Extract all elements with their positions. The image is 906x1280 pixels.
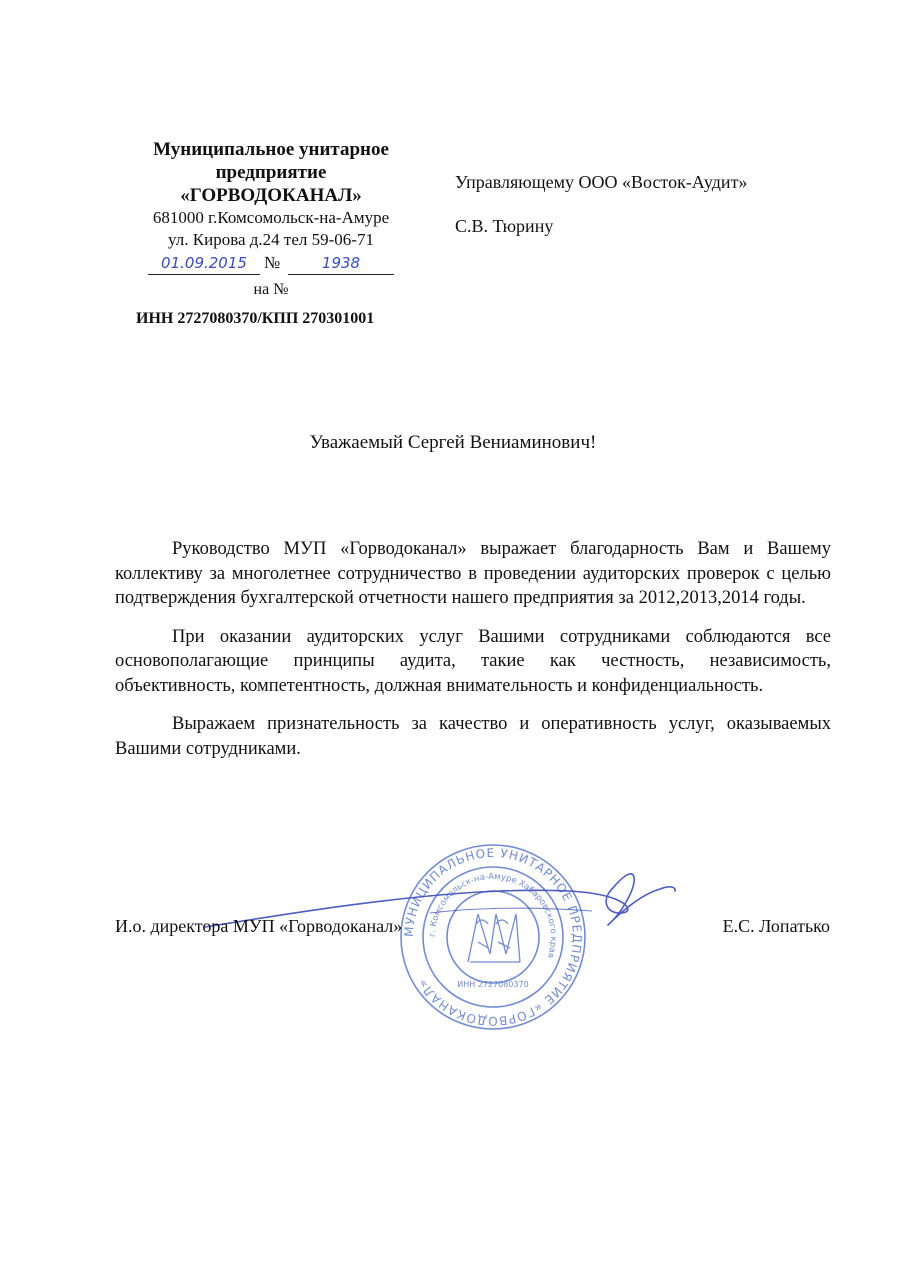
outgoing-doc-date: 01.09.2015 bbox=[148, 252, 260, 275]
sender-org-line2: предприятие bbox=[215, 162, 327, 183]
recipient-block bbox=[455, 160, 747, 248]
outgoing-doc-number: 1938 bbox=[288, 252, 394, 275]
body-paragraph: При оказании аудиторских услуг Вашими сотрудниками соблюдаются все основополагающие принципы аудита, такие как честность, независимость, объективность, компетентность, должная внимательность и конфиденциальность. bbox=[115, 626, 831, 696]
in-reply-label: на № bbox=[253, 281, 289, 298]
sender-address-street: ул. Кирова д.24 тел 59-06-71 bbox=[168, 230, 374, 249]
sender-address-city: 681000 г.Комсомольск-на-Амуре bbox=[152, 208, 390, 227]
sender-org-line1: Муниципальное унитарное bbox=[153, 139, 389, 160]
letter-body bbox=[115, 537, 831, 775]
stamp-inner-text: г. Комсомольск-на-Амуре Хабаровского края bbox=[427, 871, 559, 960]
sender-block bbox=[112, 138, 430, 300]
stamp-inn: ИНН 2727080370 bbox=[457, 980, 529, 989]
recipient-position: Управляющему ООО «Восток-Аудит» bbox=[455, 172, 748, 192]
sender-org-name: «ГОРВОДОКАНАЛ» bbox=[180, 185, 362, 206]
body-paragraph: Руководство МУП «Горводоканал» выражает благодарность Вам и Вашему коллективу за многолетнее сотрудничество в проведении аудиторских проверок с целью подтверждения бухгалтерской отчетности нашего предприятия за 2012,2013,2014 годы. bbox=[115, 539, 831, 608]
outgoing-doc-line bbox=[112, 252, 430, 278]
outgoing-doc-number-label: № bbox=[264, 253, 281, 272]
salutation: Уважаемый Сергей Вениаминович! bbox=[309, 432, 597, 453]
recipient-name: С.В. Тюрину bbox=[455, 216, 554, 236]
signatory-name: Е.С. Лопатько bbox=[722, 916, 830, 936]
stamp-outer-text: МУНИЦИПАЛЬНОЕ УНИТАРНОЕ ПРЕДПРИЯТИЕ «ГОРВОДОКАНАЛ» bbox=[401, 845, 585, 1029]
body-paragraph: Выражаем признательность за качество и оперативность услуг, оказываемых Вашими сотрудниками. bbox=[115, 714, 831, 759]
signatory-title: И.о. директора МУП «Горводоканал» bbox=[115, 916, 403, 936]
sender-inn: ИНН 2727080370/КПП 270301001 bbox=[136, 310, 375, 327]
